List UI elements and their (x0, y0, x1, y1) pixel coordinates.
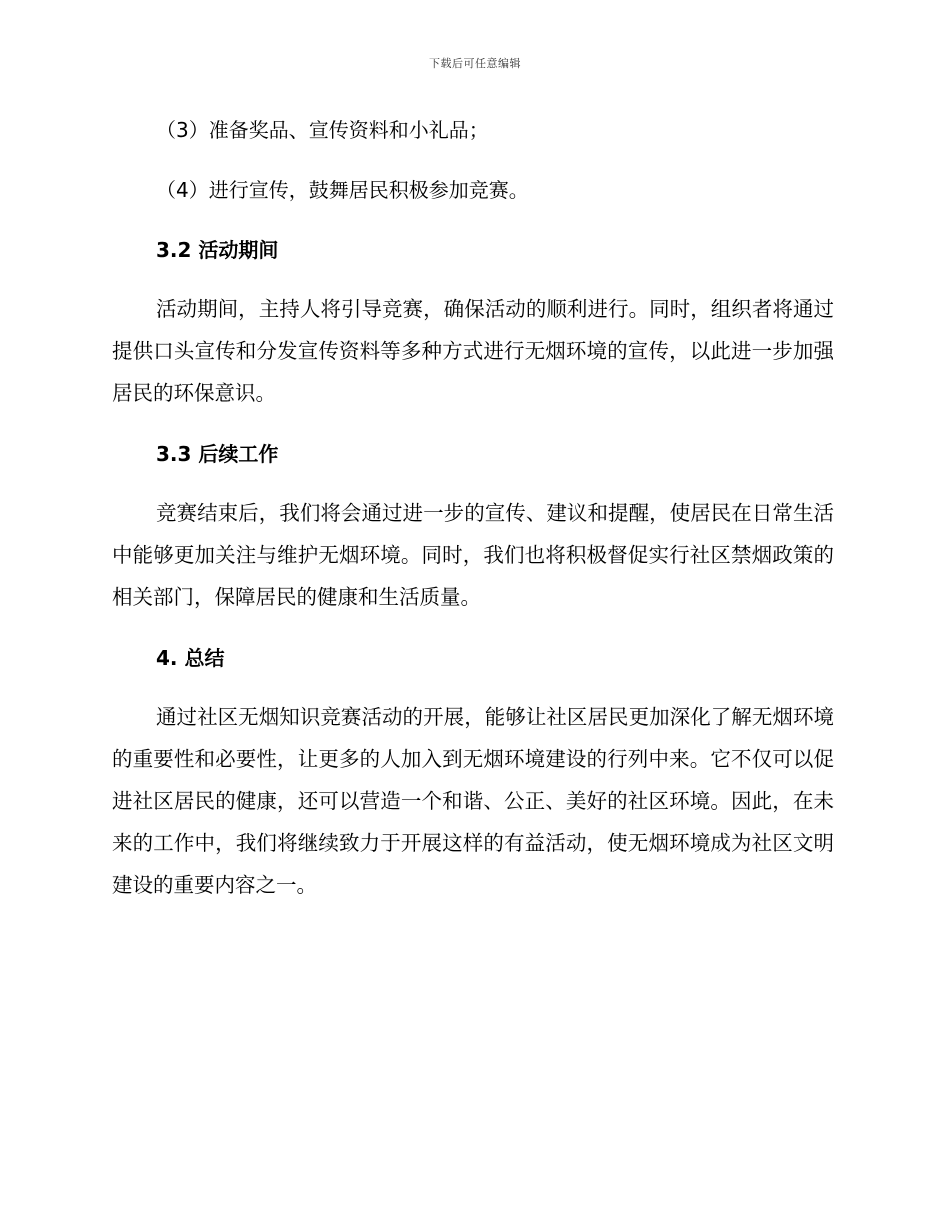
document-body (112, 112, 834, 928)
page-header-note: 下载后可任意编辑 (429, 57, 521, 70)
section-heading-4: 4. 总结 (156, 646, 225, 670)
section-paragraph-3-3: 竞赛结束后，我们将会通过进一步的宣传、建议和提醒，使居民在日常生活中能够更加关注与维护无烟环境。同时，我们也将积极督促实行社区禁烟政策的相关部门，保障居民的健康和生活质量。 (112, 501, 834, 609)
list-item-4: （4）进行宣传，鼓舞居民积极参加竞赛。 (156, 178, 529, 202)
section-paragraph-3-2: 活动期间，主持人将引导竞赛，确保活动的顺利进行。同时，组织者将通过提供口头宣传和分发宣传资料等多种方式进行无烟环境的宣传，以此进一步加强居民的环保意识。 (112, 297, 834, 405)
section-paragraph-4: 通过社区无烟知识竞赛活动的开展，能够让社区居民更加深化了解无烟环境的重要性和必要性，让更多的人加入到无烟环境建设的行列中来。它不仅可以促进社区居民的健康，还可以营造一个和谐、公正、美好的社区环境。因此，在未来的工作中，我们将继续致力于开展这样的有益活动，使无烟环境成为社区文明建设的重要内容之一。 (112, 705, 834, 897)
list-item-3: （3）准备奖品、宣传资料和小礼品； (156, 118, 489, 142)
section-heading-3-2: 3.2 活动期间 (156, 238, 279, 262)
section-heading-3-3: 3.3 后续工作 (156, 442, 279, 466)
